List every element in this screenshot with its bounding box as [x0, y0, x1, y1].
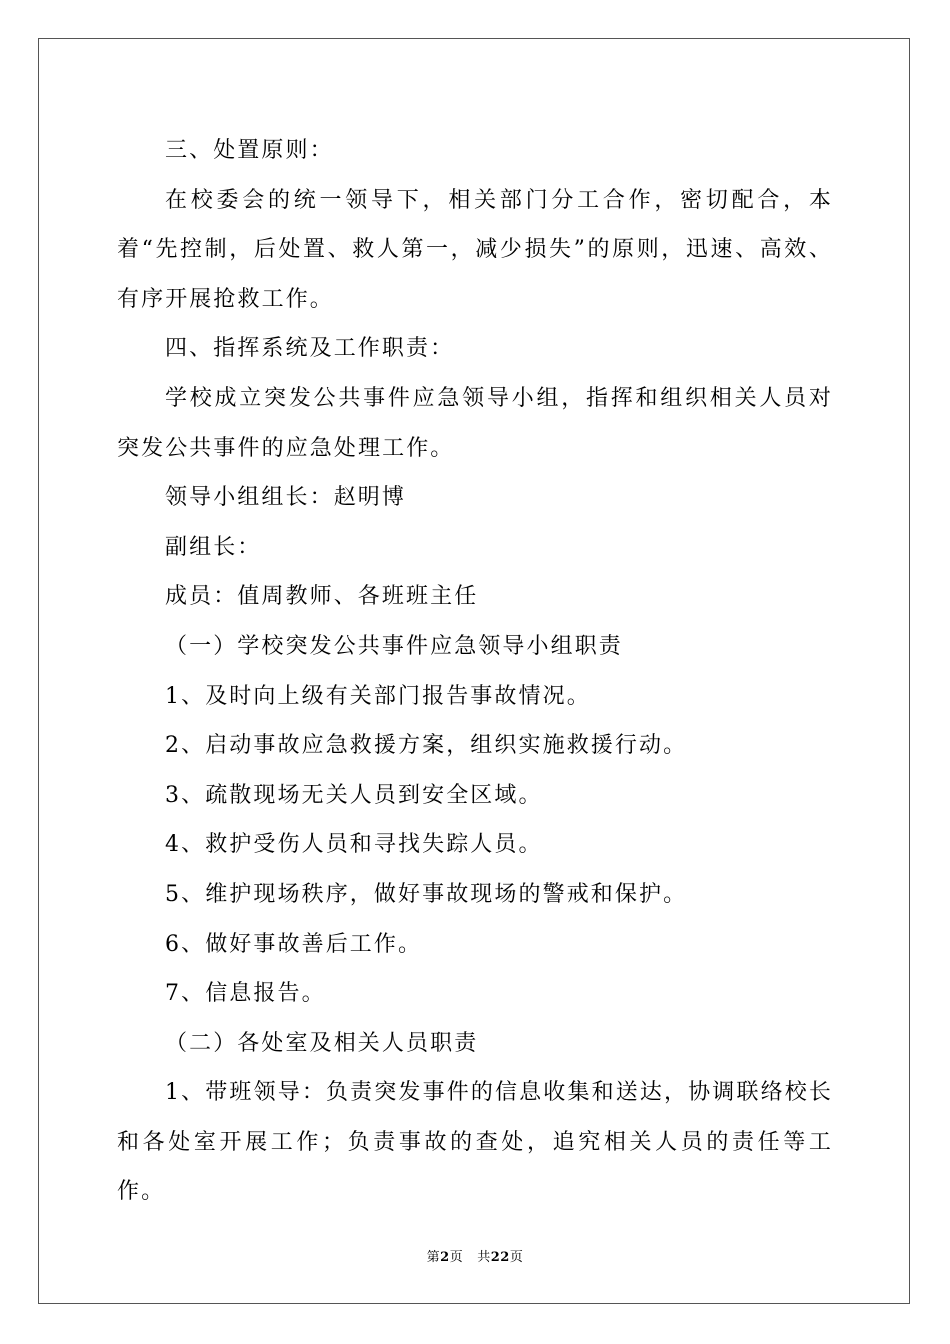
- page-footer: [0, 1246, 950, 1265]
- list-item: 1、带班领导：负责突发事件的信息收集和送达，协调联络校长和各处室开展工作；负责事故的查处，追究相关人员的责任等工作。: [117, 1080, 833, 1205]
- page-prefix: 第: [426, 1250, 441, 1265]
- subsection-heading-department-duties: （二）各处室及相关人员职责: [165, 1030, 479, 1056]
- list-item: 5、维护现场秩序，做好事故现场的警戒和保护。: [165, 881, 688, 907]
- total-pages: 22: [490, 1250, 510, 1265]
- subsection-heading-group-duties: （一）学校突发公共事件应急领导小组职责: [165, 633, 623, 659]
- paragraph-deputy-leader: 副组长：: [165, 534, 262, 560]
- paragraph-leadership-group: 学校成立突发公共事件应急领导小组，指挥和组织相关人员对突发公共事件的应急处理工作。: [117, 385, 833, 461]
- paragraph-principles: 在校委会的统一领导下，相关部门分工合作，密切配合，本着“先控制，后处置、救人第一，减少损失”的原则，迅速、高效、有序开展抢救工作。: [117, 187, 833, 312]
- page-suffix: 页: [449, 1250, 464, 1265]
- total-suffix: 页: [509, 1250, 524, 1265]
- section-heading-principles: 三、处置原则：: [165, 138, 334, 163]
- page-number: 2: [440, 1250, 450, 1265]
- section-heading-command-system: 四、指挥系统及工作职责：: [165, 336, 455, 362]
- total-prefix: 共: [477, 1250, 491, 1265]
- paragraph-group-leader: 领导小组组长：赵明博: [165, 485, 407, 511]
- document-body: [117, 126, 833, 1217]
- list-item: 6、做好事故善后工作。: [165, 931, 423, 957]
- list-item: 4、救护受伤人员和寻找失踪人员。: [165, 832, 543, 858]
- list-item: 3、疏散现场无关人员到安全区域。: [165, 782, 543, 808]
- list-item: 2、启动事故应急救援方案，组织实施救援行动。: [165, 733, 688, 759]
- list-item: 1、及时向上级有关部门报告事故情况。: [165, 683, 591, 709]
- list-item: 7、信息报告。: [165, 981, 326, 1007]
- paragraph-members: 成员：值周教师、各班班主任: [165, 584, 479, 610]
